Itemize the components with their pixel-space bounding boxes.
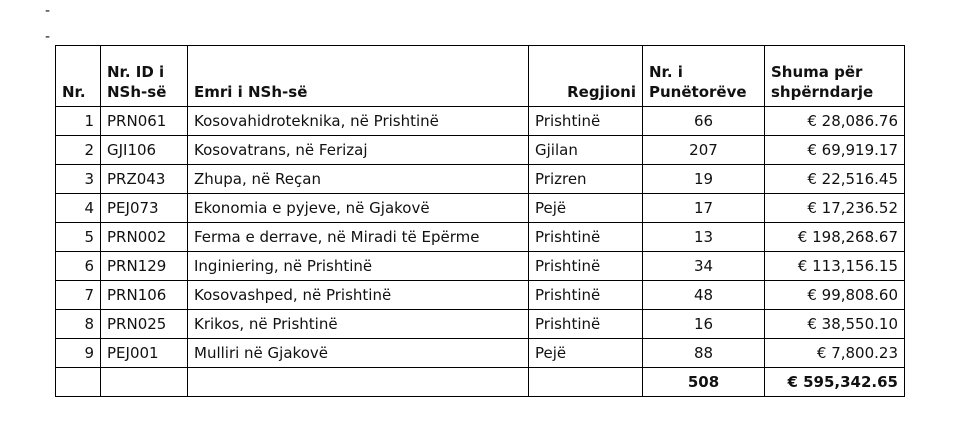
cell-region: Prishtinë: [529, 223, 643, 252]
table-row: [56, 310, 905, 339]
header-workers: [643, 46, 765, 107]
cell-nr: 6: [56, 252, 101, 281]
cell-name: Zhupa, në Reçan: [188, 165, 529, 194]
header-name-label: Emri i NSh-së: [194, 83, 308, 101]
table-header: [56, 46, 905, 107]
cell-amount: € 22,516.45: [765, 165, 905, 194]
cell-id: PRZ043: [101, 165, 188, 194]
cell-workers: 48: [643, 281, 765, 310]
header-id-line2: NSh-së: [107, 83, 167, 101]
cell-region: Gjilan: [529, 136, 643, 165]
total-workers: 508: [643, 368, 765, 397]
cell-region: Prishtinë: [529, 107, 643, 136]
dash-mark-top: -: [45, 3, 51, 19]
table-body: [56, 107, 905, 397]
cell-name: Inginiering, në Prishtinë: [188, 252, 529, 281]
cell-amount: € 7,800.23: [765, 339, 905, 368]
table-row: [56, 223, 905, 252]
cell-name: Kosovashped, në Prishtinë: [188, 281, 529, 310]
header-nr: [56, 46, 101, 107]
header-region-label: Regjioni: [567, 83, 636, 101]
cell-id: PEJ073: [101, 194, 188, 223]
cell-id: PRN106: [101, 281, 188, 310]
total-empty-id: [101, 368, 188, 397]
cell-workers: 207: [643, 136, 765, 165]
cell-workers: 19: [643, 165, 765, 194]
table-row: [56, 194, 905, 223]
cell-region: Prishtinë: [529, 310, 643, 339]
total-empty-region: [529, 368, 643, 397]
cell-workers: 16: [643, 310, 765, 339]
cell-nr: 7: [56, 281, 101, 310]
header-row: [56, 46, 905, 107]
header-amount-line1: Shuma për: [771, 63, 863, 81]
header-name: [188, 46, 529, 107]
cell-workers: 17: [643, 194, 765, 223]
cell-nr: 2: [56, 136, 101, 165]
header-amount: [765, 46, 905, 107]
dash-mark-second: -: [45, 29, 51, 45]
header-region: [529, 46, 643, 107]
header-workers-line2: Punëtorëve: [649, 83, 747, 101]
cell-id: GJI106: [101, 136, 188, 165]
cell-nr: 8: [56, 310, 101, 339]
cell-workers: 66: [643, 107, 765, 136]
table-row: [56, 107, 905, 136]
total-amount: € 595,342.65: [765, 368, 905, 397]
cell-nr: 3: [56, 165, 101, 194]
total-empty-name: [188, 368, 529, 397]
total-row: [56, 368, 905, 397]
cell-id: PRN061: [101, 107, 188, 136]
table-row: [56, 339, 905, 368]
table-row: [56, 136, 905, 165]
cell-region: Pejë: [529, 194, 643, 223]
cell-name: Krikos, në Prishtinë: [188, 310, 529, 339]
cell-name: Kosovatrans, në Ferizaj: [188, 136, 529, 165]
cell-region: Prishtinë: [529, 281, 643, 310]
cell-name: Mulliri në Gjakovë: [188, 339, 529, 368]
cell-region: Prishtinë: [529, 252, 643, 281]
cell-amount: € 28,086.76: [765, 107, 905, 136]
cell-amount: € 198,268.67: [765, 223, 905, 252]
header-workers-line1: Nr. i: [649, 63, 683, 81]
header-id: [101, 46, 188, 107]
cell-name: Ferma e derrave, në Miradi të Epërme: [188, 223, 529, 252]
cell-amount: € 69,919.17: [765, 136, 905, 165]
cell-workers: 88: [643, 339, 765, 368]
cell-amount: € 38,550.10: [765, 310, 905, 339]
cell-nr: 4: [56, 194, 101, 223]
table-row: [56, 281, 905, 310]
header-id-line1: Nr. ID i: [107, 63, 165, 81]
total-empty-nr: [56, 368, 101, 397]
cell-id: PEJ001: [101, 339, 188, 368]
cell-amount: € 17,236.52: [765, 194, 905, 223]
table-row: [56, 252, 905, 281]
cell-nr: 1: [56, 107, 101, 136]
cell-workers: 13: [643, 223, 765, 252]
distribution-table: [55, 45, 905, 397]
cell-region: Pejë: [529, 339, 643, 368]
cell-nr: 5: [56, 223, 101, 252]
cell-amount: € 113,156.15: [765, 252, 905, 281]
table-row: [56, 165, 905, 194]
header-nr-label: Nr.: [62, 83, 86, 101]
cell-nr: 9: [56, 339, 101, 368]
cell-name: Ekonomia e pyjeve, në Gjakovë: [188, 194, 529, 223]
cell-id: PRN002: [101, 223, 188, 252]
header-amount-line2: shpërndarje: [771, 83, 874, 101]
cell-region: Prizren: [529, 165, 643, 194]
cell-id: PRN129: [101, 252, 188, 281]
cell-amount: € 99,808.60: [765, 281, 905, 310]
cell-name: Kosovahidroteknika, në Prishtinë: [188, 107, 529, 136]
cell-id: PRN025: [101, 310, 188, 339]
cell-workers: 34: [643, 252, 765, 281]
